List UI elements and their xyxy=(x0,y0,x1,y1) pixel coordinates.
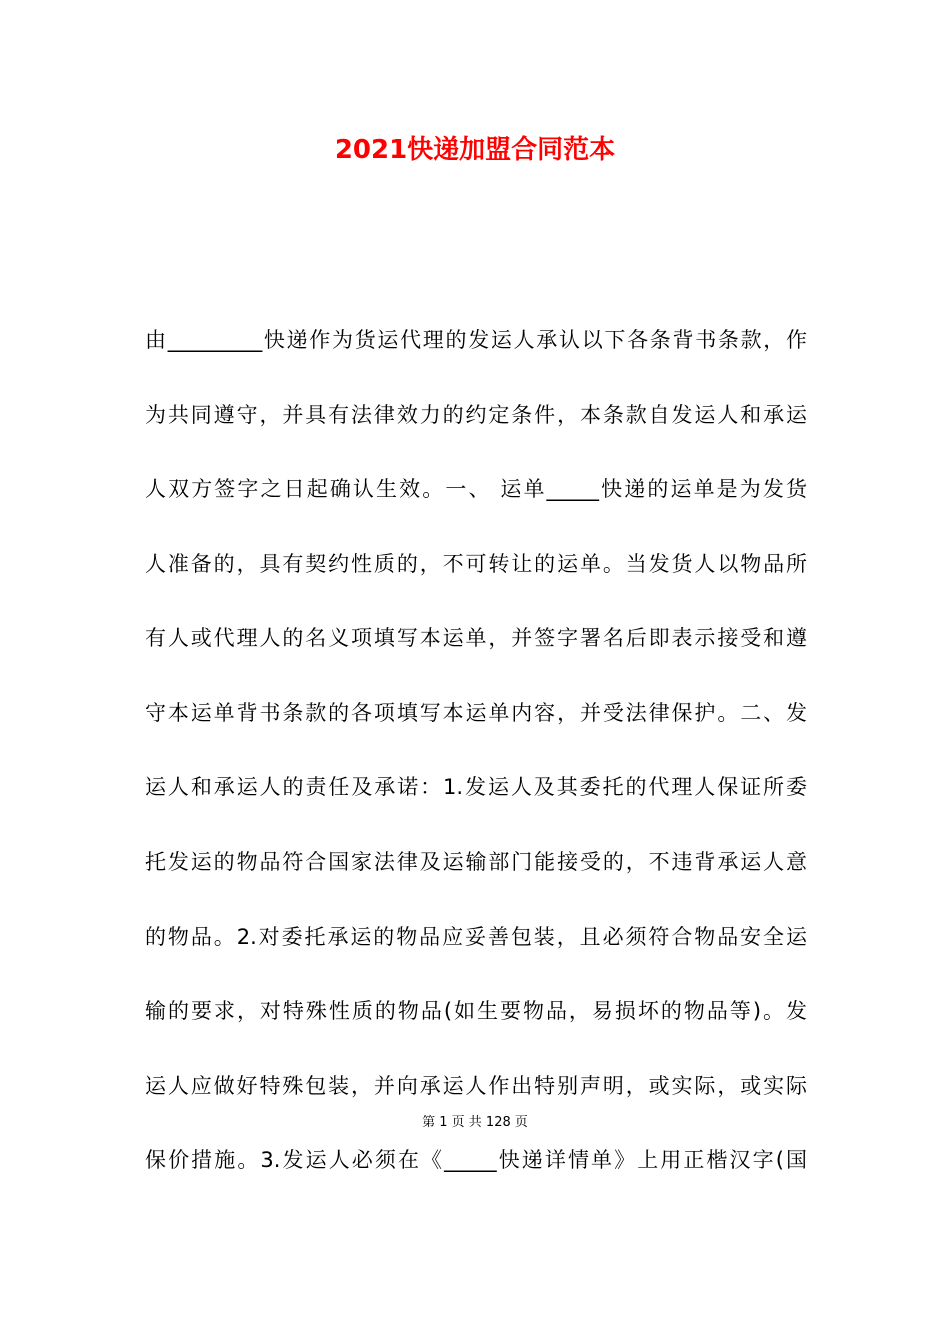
body-line-2: 为共同遵守，并具有法律效力的约定条件，本条款自发运人和承运 xyxy=(145,403,807,427)
body-line-6: 守本运单背书条款的各项填写本运单内容，并受法律保护。二、发 xyxy=(145,701,807,725)
body-line-3: 人双方签字之日起确认生效。一、 运单_____快递的运单是为发货 xyxy=(145,477,807,501)
body-line-11: 运人应做好特殊包装，并向承运人作出特别声明，或实际，或实际 xyxy=(145,1074,807,1098)
body-line-7: 运人和承运人的责任及承诺：1.发运人及其委托的代理人保证所委 xyxy=(145,775,807,799)
body-line-10: 输的要求，对特殊性质的物品(如生要物品，易损坏的物品等)。发 xyxy=(145,999,807,1023)
body-line-12: 保价措施。3.发运人必须在《_____快递详情单》上用正楷汉字(国 xyxy=(145,1148,807,1172)
body-line-4: 人准备的，具有契约性质的，不可转让的运单。当发货人以物品所 xyxy=(145,552,807,576)
body-line-9: 的物品。2.对委托承运的物品应妥善包装，且必须符合物品安全运 xyxy=(145,925,807,949)
page-number-footer: 第 1 页 共 128 页 xyxy=(422,1115,528,1130)
body-line-5: 有人或代理人的名义项填写本运单，并签字署名后即表示接受和遵 xyxy=(145,626,807,650)
body-line-1: 由_________快递作为货运代理的发运人承认以下各条背书条款，作 xyxy=(145,328,807,352)
document-title: 2021快递加盟合同范本 xyxy=(334,135,616,165)
body-line-8: 托发运的物品符合国家法律及运输部门能接受的，不违背承运人意 xyxy=(145,850,807,874)
